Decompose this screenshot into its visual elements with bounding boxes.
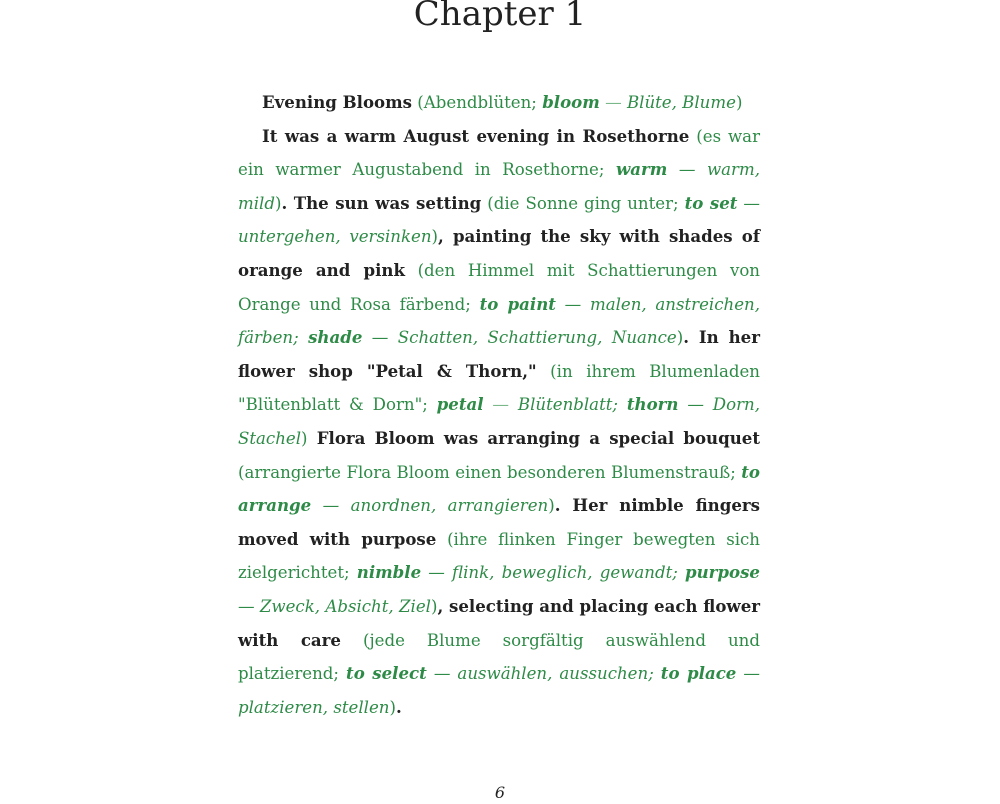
english-text: , selecting and placing each flower with care	[238, 595, 760, 650]
vocabulary-translation: — warm, mild	[238, 160, 760, 213]
vocabulary-keyword: to paint	[479, 293, 556, 314]
vocabulary-dash: —	[483, 395, 518, 415]
vocabulary-translation: — untergehen, versinken	[238, 193, 761, 247]
english-text: It was a warm August evening in Rosethorne	[262, 125, 690, 146]
page-number: 6	[494, 783, 506, 802]
vocabulary-keyword: to place	[660, 663, 737, 684]
german-translation: )	[274, 193, 282, 213]
english-text: , painting the sky with shades of orange and pink	[238, 226, 760, 280]
german-translation: (es war ein warmer Augustabend in Rosethorne;	[238, 126, 761, 180]
german-translation: )	[301, 428, 308, 448]
vocabulary-translation: — anordnen, arrangieren	[311, 496, 549, 516]
german-translation: )	[548, 496, 555, 516]
german-translation: (den Himmel mit Schattierungen von Orange und Rosa färbend;	[238, 260, 760, 314]
german-translation: )	[431, 227, 439, 247]
english-text: .	[395, 696, 402, 717]
vocabulary-translation: — Schatten, Schattierung, Nuance	[362, 328, 677, 348]
vocabulary-keyword: to select	[346, 663, 427, 684]
paragraph-heading	[238, 86, 760, 120]
english-text: Evening Blooms	[262, 92, 413, 112]
paragraph-body	[238, 120, 760, 725]
english-text: Flora Bloom was arranging a special bouquet	[307, 427, 760, 448]
chapter-title: Chapter 1	[413, 0, 587, 34]
german-translation: )	[430, 596, 438, 616]
vocabulary-keyword: to set	[684, 192, 738, 213]
vocabulary-keyword: to arrange	[238, 461, 760, 516]
vocabulary-translation: — auswählen, aussuchen;	[426, 664, 661, 684]
vocabulary-translation: Blütenblatt;	[517, 395, 627, 415]
german-translation: (ihre flinken Finger bewegten sich zielgerichtet;	[238, 529, 760, 583]
german-translation: )	[676, 328, 684, 348]
vocabulary-translation: — malen, anstreichen, färben;	[238, 294, 760, 348]
vocabulary-keyword: thorn	[626, 394, 679, 415]
german-translation: (jede Blume sorgfältig auswählend und platzierend;	[238, 630, 760, 684]
german-translation: )	[389, 697, 396, 717]
vocabulary-translation: — platzieren, stellen	[238, 664, 760, 717]
english-text: . The sun was setting	[281, 192, 482, 213]
vocabulary-keyword: shade	[308, 327, 363, 348]
vocabulary-keyword: petal	[436, 394, 484, 415]
vocabulary-translation: — Zweck, Absicht, Ziel	[238, 596, 431, 616]
german-translation: (arrangierte Flora Bloom einen besonderen Blumenstrauß;	[238, 462, 742, 482]
german-translation: (in ihrem Blumenladen "Blütenblatt & Dorn";	[238, 361, 760, 415]
vocabulary-keyword: nimble	[356, 562, 422, 583]
german-translation: )	[735, 93, 743, 112]
english-text: . In her flower shop "Petal & Thorn,"	[238, 327, 760, 381]
vocabulary-translation: Blüte, Blume	[626, 93, 736, 112]
vocabulary-translation: — flink, beweglich, gewandt;	[421, 563, 685, 583]
english-text: . Her nimble fingers moved with purpose	[238, 495, 760, 549]
vocabulary-translation: — Dorn, Stachel	[238, 395, 760, 448]
vocabulary-keyword: bloom	[542, 92, 600, 112]
vocabulary-dash: —	[599, 93, 627, 112]
vocabulary-keyword: purpose	[685, 562, 760, 583]
german-translation: (die Sonne ging unter;	[481, 193, 685, 213]
bilingual-text-block	[238, 86, 760, 724]
vocabulary-keyword: warm	[615, 159, 668, 180]
german-translation: (Abendblüten;	[412, 93, 543, 112]
